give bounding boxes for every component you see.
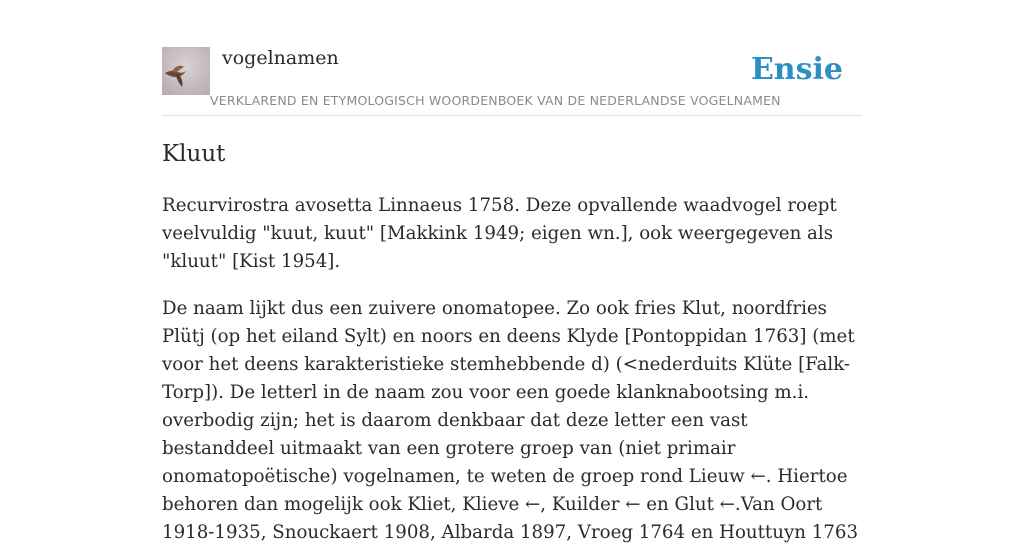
site-name-link[interactable]: vogelnamen <box>222 47 339 69</box>
site-tagline: VERKLAREND EN ETYMOLOGISCH WOORDENBOEK VAN DE NEDERLANDSE VOGELNAMEN <box>210 93 781 108</box>
site-header <box>162 46 862 116</box>
page-title: Kluut <box>162 141 226 167</box>
ensie-logo[interactable]: Ensie <box>750 52 843 87</box>
header-divider <box>162 115 862 116</box>
article-paragraph: Recurvirostra avosetta Linnaeus 1758. Deze opvallende waadvogel roept veelvuldig "kuut, kuut" [Makkink 1949; eigen wn.], ook weergegeven als "kluut" [Kist 1954]. <box>162 195 837 272</box>
article-paragraph: De naam lijkt dus een zuivere onomatopee. Zo ook fries Klut, noordfries Plütj (op het eiland Sylt) en noors en deens Klyde [Pontoppidan 1763] (met voor het deens karakteristieke stemhebbende d) (<nederduits Klüte [Falk-Torp]). De letterl in de naam zou voor een goede klanknabootsing m.i. overbodig zijn; het is daarom denkbaar dat deze letter een vast bestanddeel uitmaakt van een grotere groep van (niet primair onomatopoëtische) vogelnamen, te weten de groep rond Lieuw ←. Hiertoe behoren dan mogelijk ook Kliet, Klieve ←, Kuilder ← en Glut ←.Van Oort 1918-1935, Snouckaert 1908, Albarda 1897, Vroeg 1764 en Houttuyn 1763 <box>162 298 859 543</box>
article <box>162 136 862 547</box>
avatar[interactable] <box>162 47 210 95</box>
bird-avatar-icon <box>162 47 210 95</box>
